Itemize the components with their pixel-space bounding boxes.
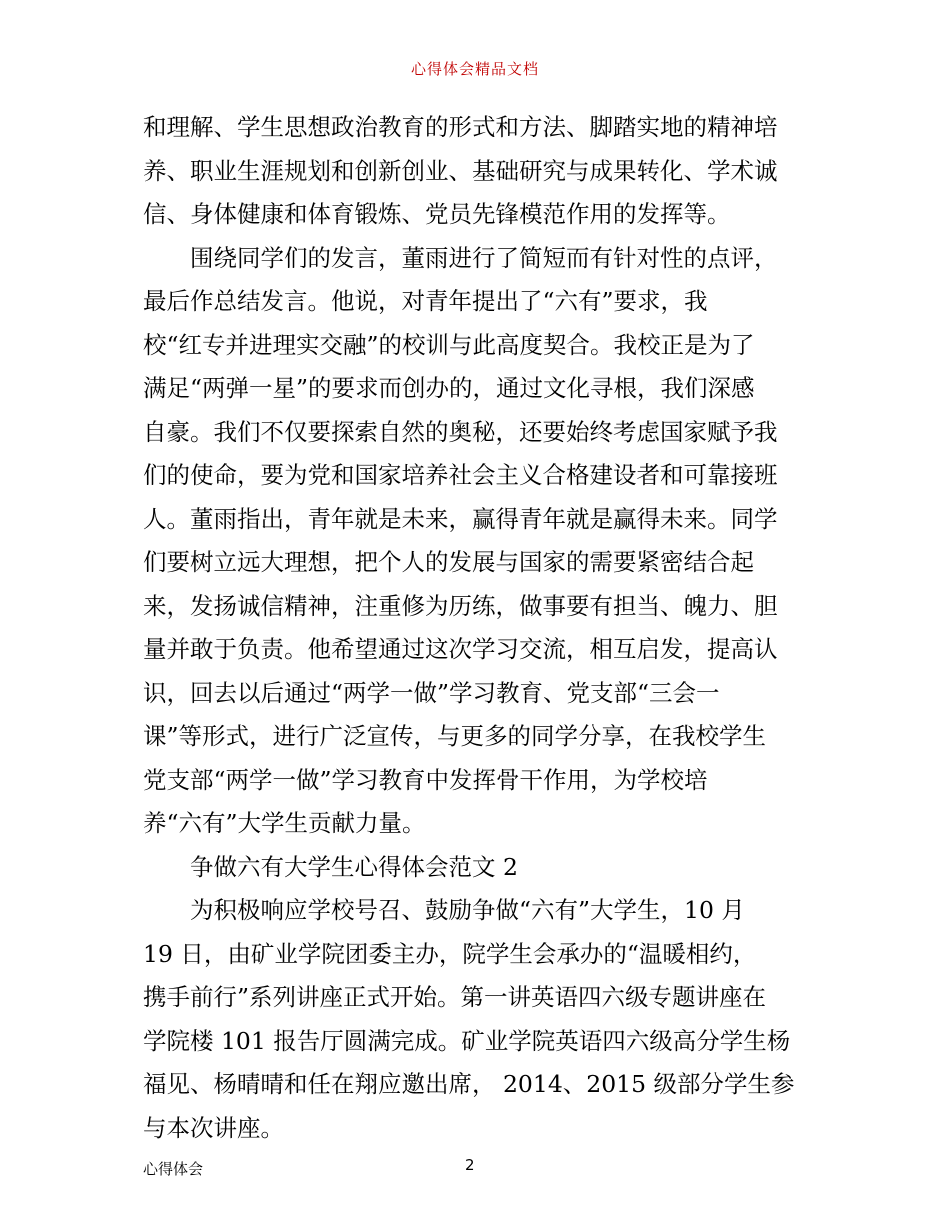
text-line: 识，回去以后通过“两学一做”学习教育、党支部“三会一: [143, 678, 720, 707]
page-number: 2: [465, 1156, 475, 1174]
text-line: 携手前行”系列讲座正式开始。第一讲英语四六级专题讲座在: [143, 983, 767, 1011]
text-line: 人。董雨指出，青年就是未来，赢得青年就是赢得未来。同学: [143, 504, 778, 533]
text-line: 校“红专并进理实交融”的校训与此高度契合。我校正是为了: [143, 330, 755, 359]
text-line: 为积极响应学校号召、鼓励争做“六有”大学生，10 月: [190, 896, 745, 924]
text-line: 围绕同学们的发言，董雨进行了简短而有针对性的点评，: [190, 243, 778, 272]
text-line: 来，发扬诚信精神，注重修为历练，做事要有担当、魄力、胆: [143, 591, 778, 620]
document-body: [143, 106, 811, 1150]
section-heading: 争做六有大学生心得体会范文 2: [190, 852, 518, 881]
text-line: 与本次讲座。: [143, 1113, 284, 1142]
text-line: 养“六有”大学生贡献力量。: [143, 809, 426, 837]
text-line: 自豪。我们不仅要探索自然的奥秘，还要始终考虑国家赋予我: [143, 417, 778, 446]
text-line: 和理解、学生思想政治教育的形式和方法、脚踏实地的精神培: [143, 113, 778, 141]
text-line: 19 日，由矿业学院团委主办，院学生会承办的“温暖相约，: [143, 939, 757, 968]
page-header-title: 心得体会精品文档: [410, 60, 539, 78]
text-line: 满足“两弹一星”的要求而创办的，通过文化寻根，我们深感: [143, 374, 755, 402]
text-line: 们的使命，要为党和国家培养社会主义合格建设者和可靠接班: [143, 461, 778, 489]
text-line: 信、身体健康和体育锻炼、党员先锋模范作用的发挥等。: [143, 200, 731, 228]
text-line: 量并敢于负责。他希望通过这次学习交流，相互启发，提高认: [143, 635, 778, 663]
text-line: 学院楼 101 报告厅圆满完成。矿业学院英语四六级高分学生杨: [143, 1026, 791, 1055]
text-line: 课”等形式，进行广泛宣传，与更多的同学分享，在我校学生: [143, 722, 767, 750]
text-line: 福见、杨晴晴和任在翔应邀出席， 2014、2015 级部分学生参: [143, 1070, 795, 1098]
text-line: 最后作总结发言。他说，对青年提出了“六有”要求，我: [143, 287, 708, 315]
text-line: 们要树立远大理想，把个人的发展与国家的需要紧密结合起: [143, 548, 754, 576]
footer-label: 心得体会: [143, 1160, 204, 1178]
text-line: 党支部“两学一做”学习教育中发挥骨干作用，为学校培: [143, 765, 708, 794]
text-line: 养、职业生涯规划和创新创业、基础研究与成果转化、学术诚: [143, 156, 778, 185]
